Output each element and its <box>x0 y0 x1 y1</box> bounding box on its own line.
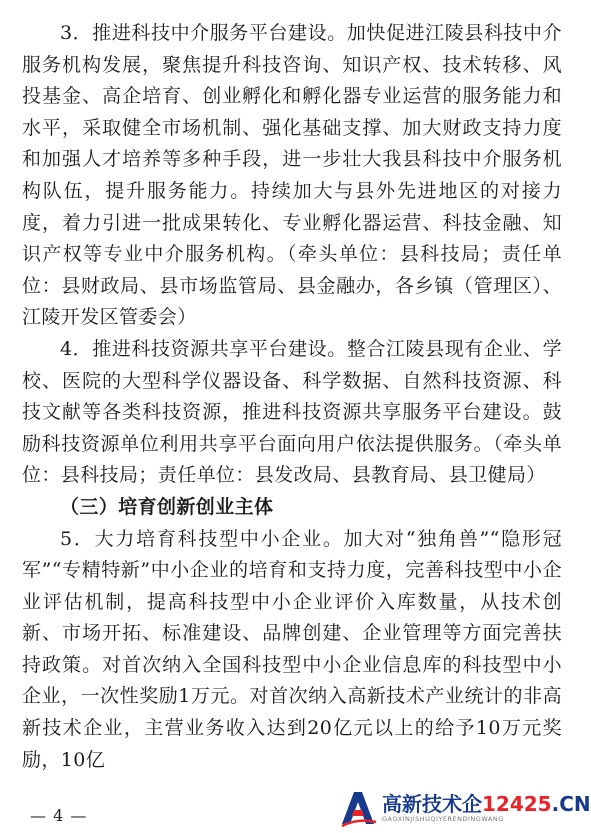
watermark-domain: 12425 <box>482 791 552 816</box>
watermark-tld: .CN <box>551 791 591 816</box>
watermark-logo-icon <box>338 788 378 828</box>
watermark-text <box>382 793 591 824</box>
section-heading: （三）培育创新创业主体 <box>60 495 274 518</box>
paragraph-4: 4．推进科技资源共享平台建设。整合江陵县现有企业、学校、医院的大型科学仪器设备、科学数据、自然科技资源、科技文献等各类科技资源，推进科技资源共享服务平台建设。鼓励科技资源单位利用共享平台面向用户依法提供服务。（牵头单位：县科技局；责任单位：县发改局、县教育局、县卫健局） <box>22 337 562 487</box>
watermark-main-text: 高新技术企 <box>382 791 482 816</box>
watermark-title <box>382 793 591 815</box>
watermark-subtitle: GAOXINJISHUQIYERENDINGWANG <box>382 814 504 823</box>
paragraph-5: 5．大力培育科技型中小企业。加大对“独角兽”“隐形冠军”“专精特新”中小企业的培育和支持力度，完善科技型中小企业评估机制，提高科技型中小企业评价入库数量，从技术创新、市场开拓、标准建设、品牌创建、企业管理等方面完善扶持政策。对首次纳入全国科技型中小企业信息库的科技型中小企业，一次性奖励1万元。对首次纳入高新技术产业统计的非高新技术企业，主营业务收入达到20亿元以上的给予10万元奖励，10亿 <box>22 527 562 771</box>
site-watermark <box>338 786 591 830</box>
document-body <box>22 18 562 776</box>
page-number: — 4 — <box>30 806 88 825</box>
paragraph-3: 3．推进科技中介服务平台建设。加快促进江陵县科技中介服务机构发展，聚焦提升科技咨询、知识产权、技术转移、风投基金、高企培育、创业孵化和孵化器专业运营的服务能力和水平，采取健全市场机制、强化基础支撑、加大财政支持力度和加强人才培养等多种手段，进一步壮大我县科技中介服务机构队伍，提升服务能力。持续加大与县外先进地区的对接力度，着力引进一批成果转化、专业孵化器运营、科技金融、知识产权等专业中介服务机构。（牵头单位：县科技局；责任单位：县财政局、县市场监管局、县金融办，各乡镇（管理区）、江陵开发区管委会） <box>22 22 562 329</box>
